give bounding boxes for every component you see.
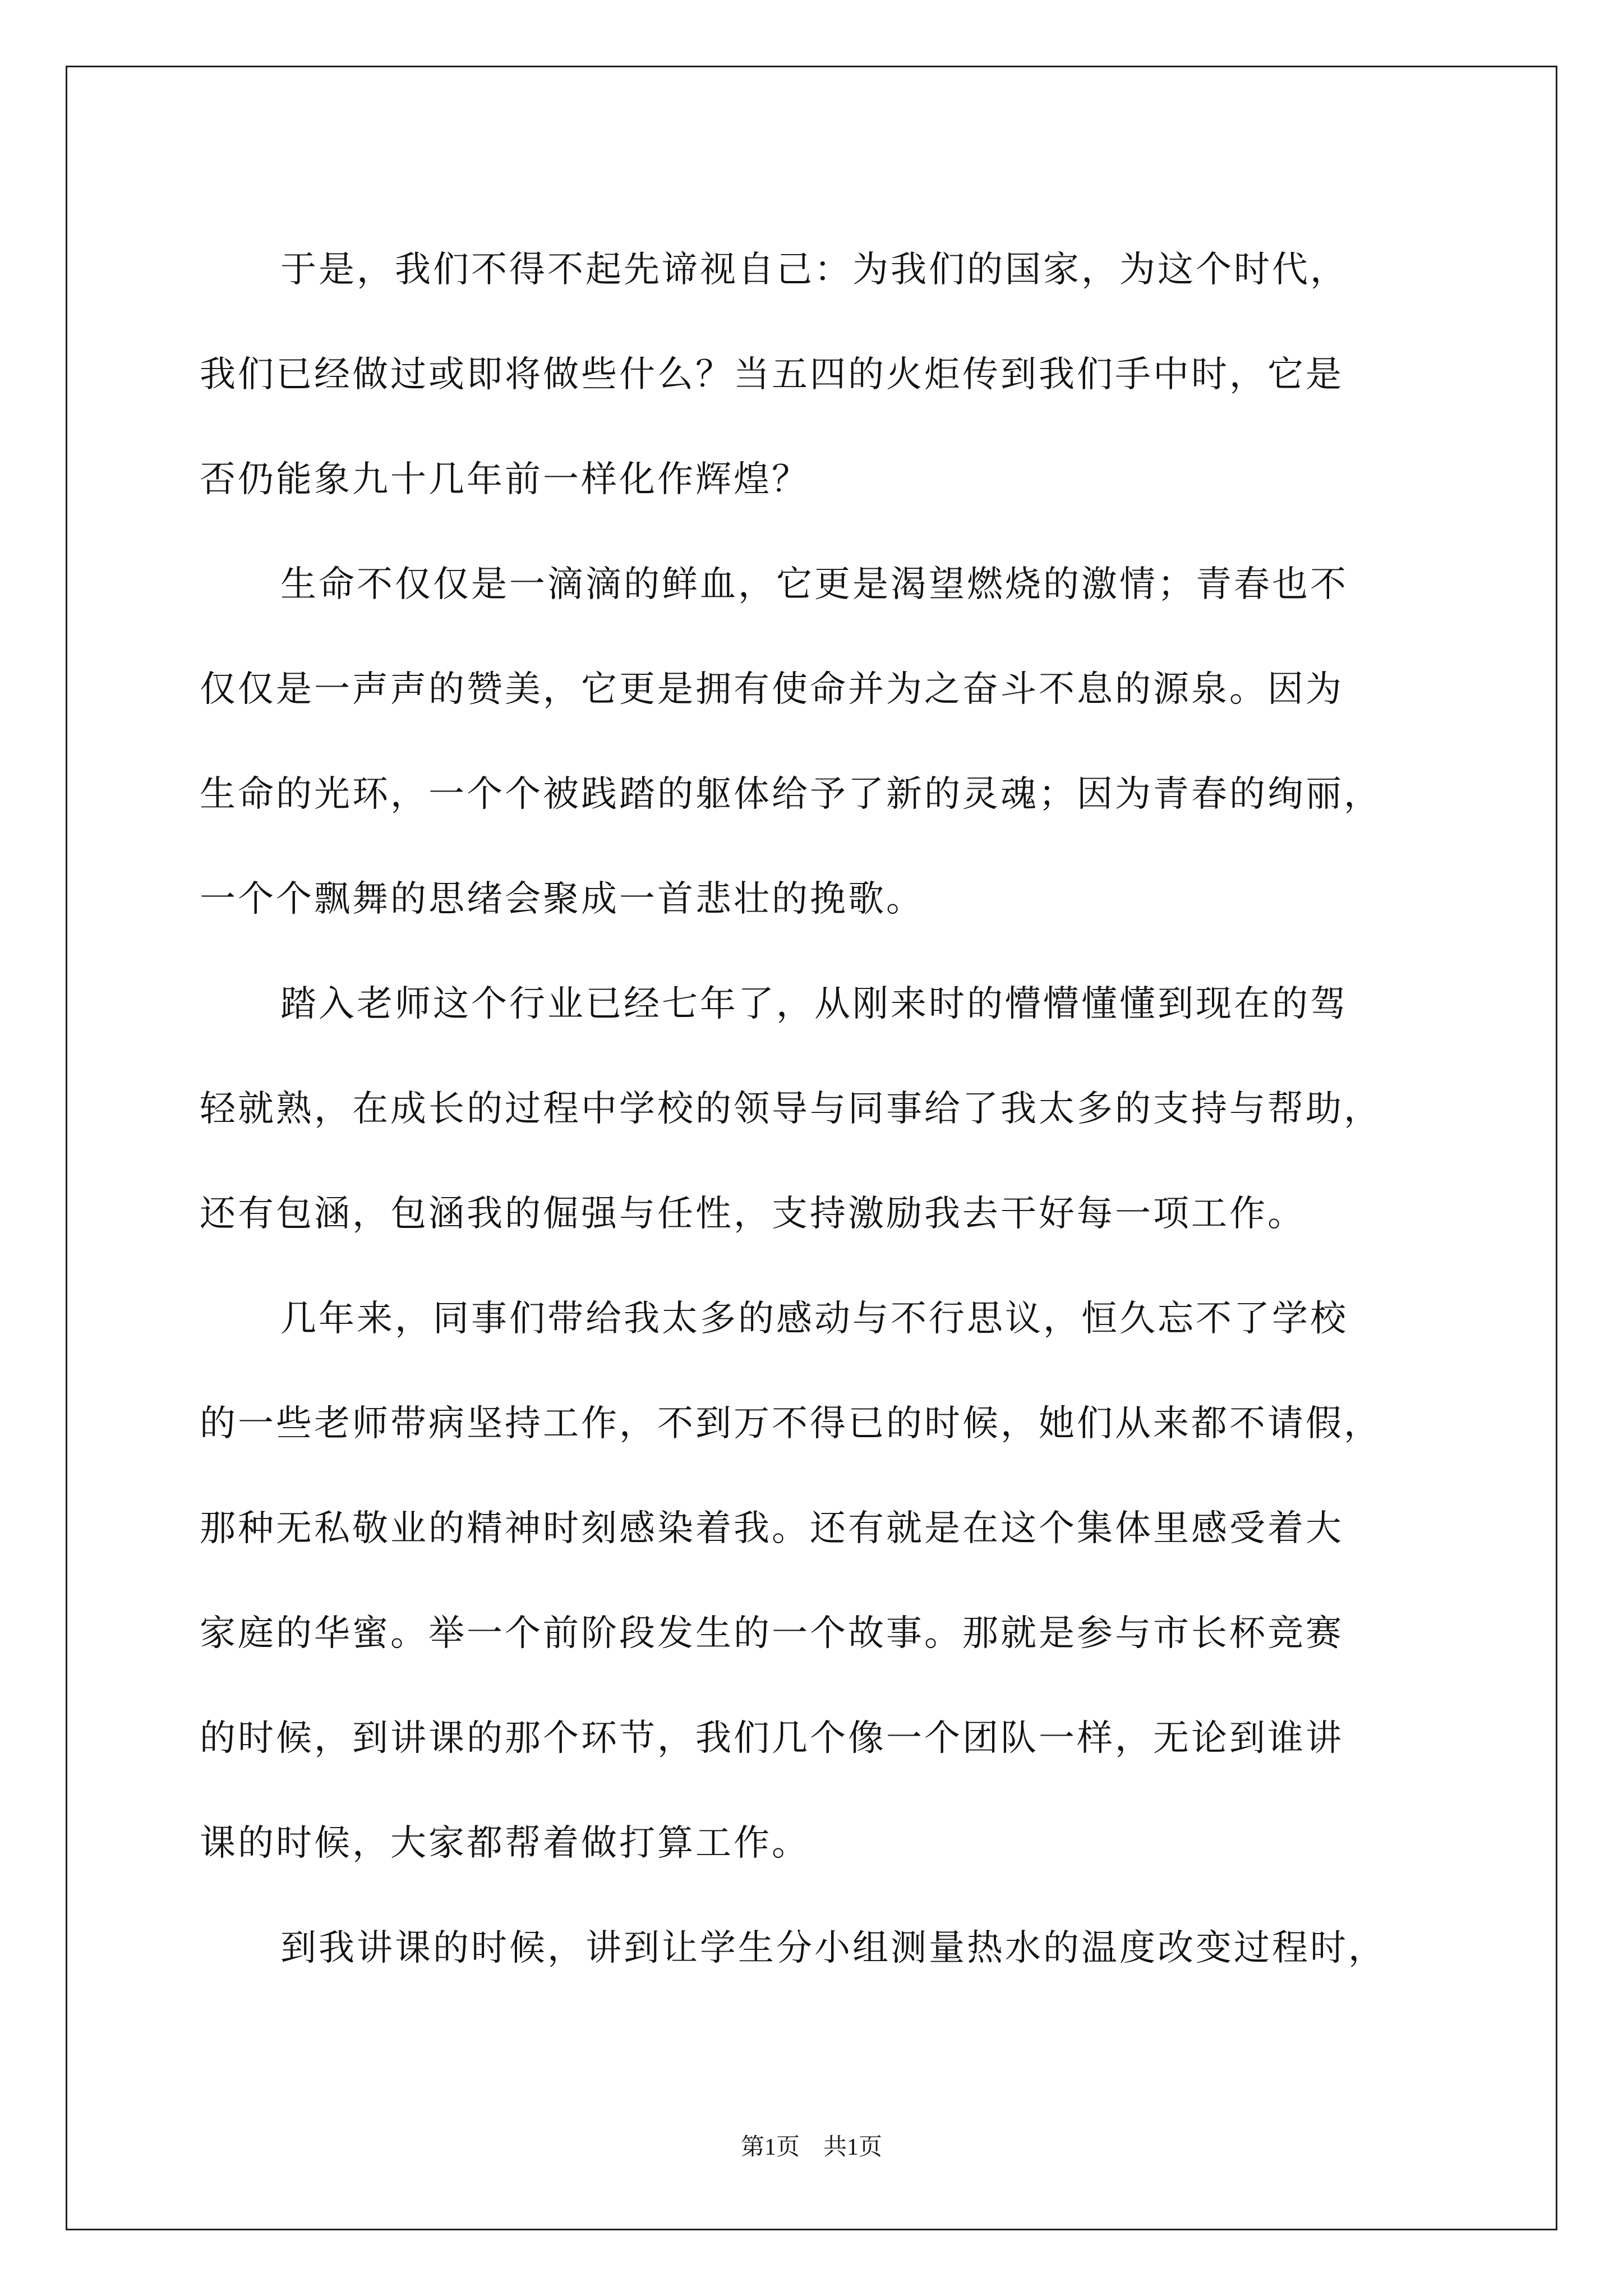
text-line: 还有包涵，包涵我的倔强与任性，支持激励我去干好每一项工作。 — [200, 1193, 1306, 1235]
text-line: 的时候，到讲课的那个环节，我们几个像一个团队一样，无论到谁讲 — [200, 1718, 1344, 1759]
text-line: 一个个飘舞的思绪会聚成一首悲壮的挽歌。 — [200, 878, 924, 920]
text-line: 踏入老师这个行业已经七年了，从刚来时的懵懵懂懂到现在的驾 — [280, 983, 1348, 1025]
text-line: 那种无私敬业的精神时刻感染着我。还有就是在这个集体里感受着大 — [200, 1508, 1344, 1549]
text-line: 生命的光环，一个个被践踏的躯体给予了新的灵魂；因为青春的绚丽， — [200, 774, 1382, 815]
text-line: 的一些老师带病坚持工作，不到万不得已的时候，她们从来都不请假， — [200, 1403, 1382, 1444]
paragraph — [200, 218, 1436, 532]
paragraph — [200, 952, 1436, 1267]
text-line: 课的时候，大家都帮着做打算工作。 — [200, 1823, 810, 1864]
text-line: 我们已经做过或即将做些什么？当五四的火炬传到我们手中时，它是 — [200, 354, 1344, 395]
text-line: 仅仅是一声声的赞美，它更是拥有使命并为之奋斗不息的源泉。因为 — [200, 669, 1344, 710]
text-line: 到我讲课的时候，讲到让学生分小组测量热水的温度改变过程时， — [280, 1927, 1386, 1969]
paragraph — [200, 1896, 1436, 2001]
paragraph — [200, 532, 1436, 952]
text-line: 轻就熟，在成长的过程中学校的领导与同事给了我太多的支持与帮助， — [200, 1088, 1382, 1130]
text-line: 家庭的华蜜。举一个前阶段发生的一个故事。那就是参与市长杯竞赛 — [200, 1613, 1344, 1654]
document-body — [200, 218, 1436, 2001]
paragraph — [200, 1267, 1436, 1896]
page-footer: 第1页 共1页 — [740, 2134, 882, 2160]
text-line: 于是，我们不得不起先谛视自己：为我们的国家，为这个时代， — [280, 249, 1348, 291]
text-line: 否仍能象九十几年前一样化作辉煌？ — [200, 459, 810, 500]
text-line: 生命不仅仅是一滴滴的鲜血，它更是渴望燃烧的激情；青春也不 — [280, 564, 1348, 605]
text-line: 几年来，同事们带给我太多的感动与不行思议，恒久忘不了学校 — [280, 1298, 1348, 1340]
